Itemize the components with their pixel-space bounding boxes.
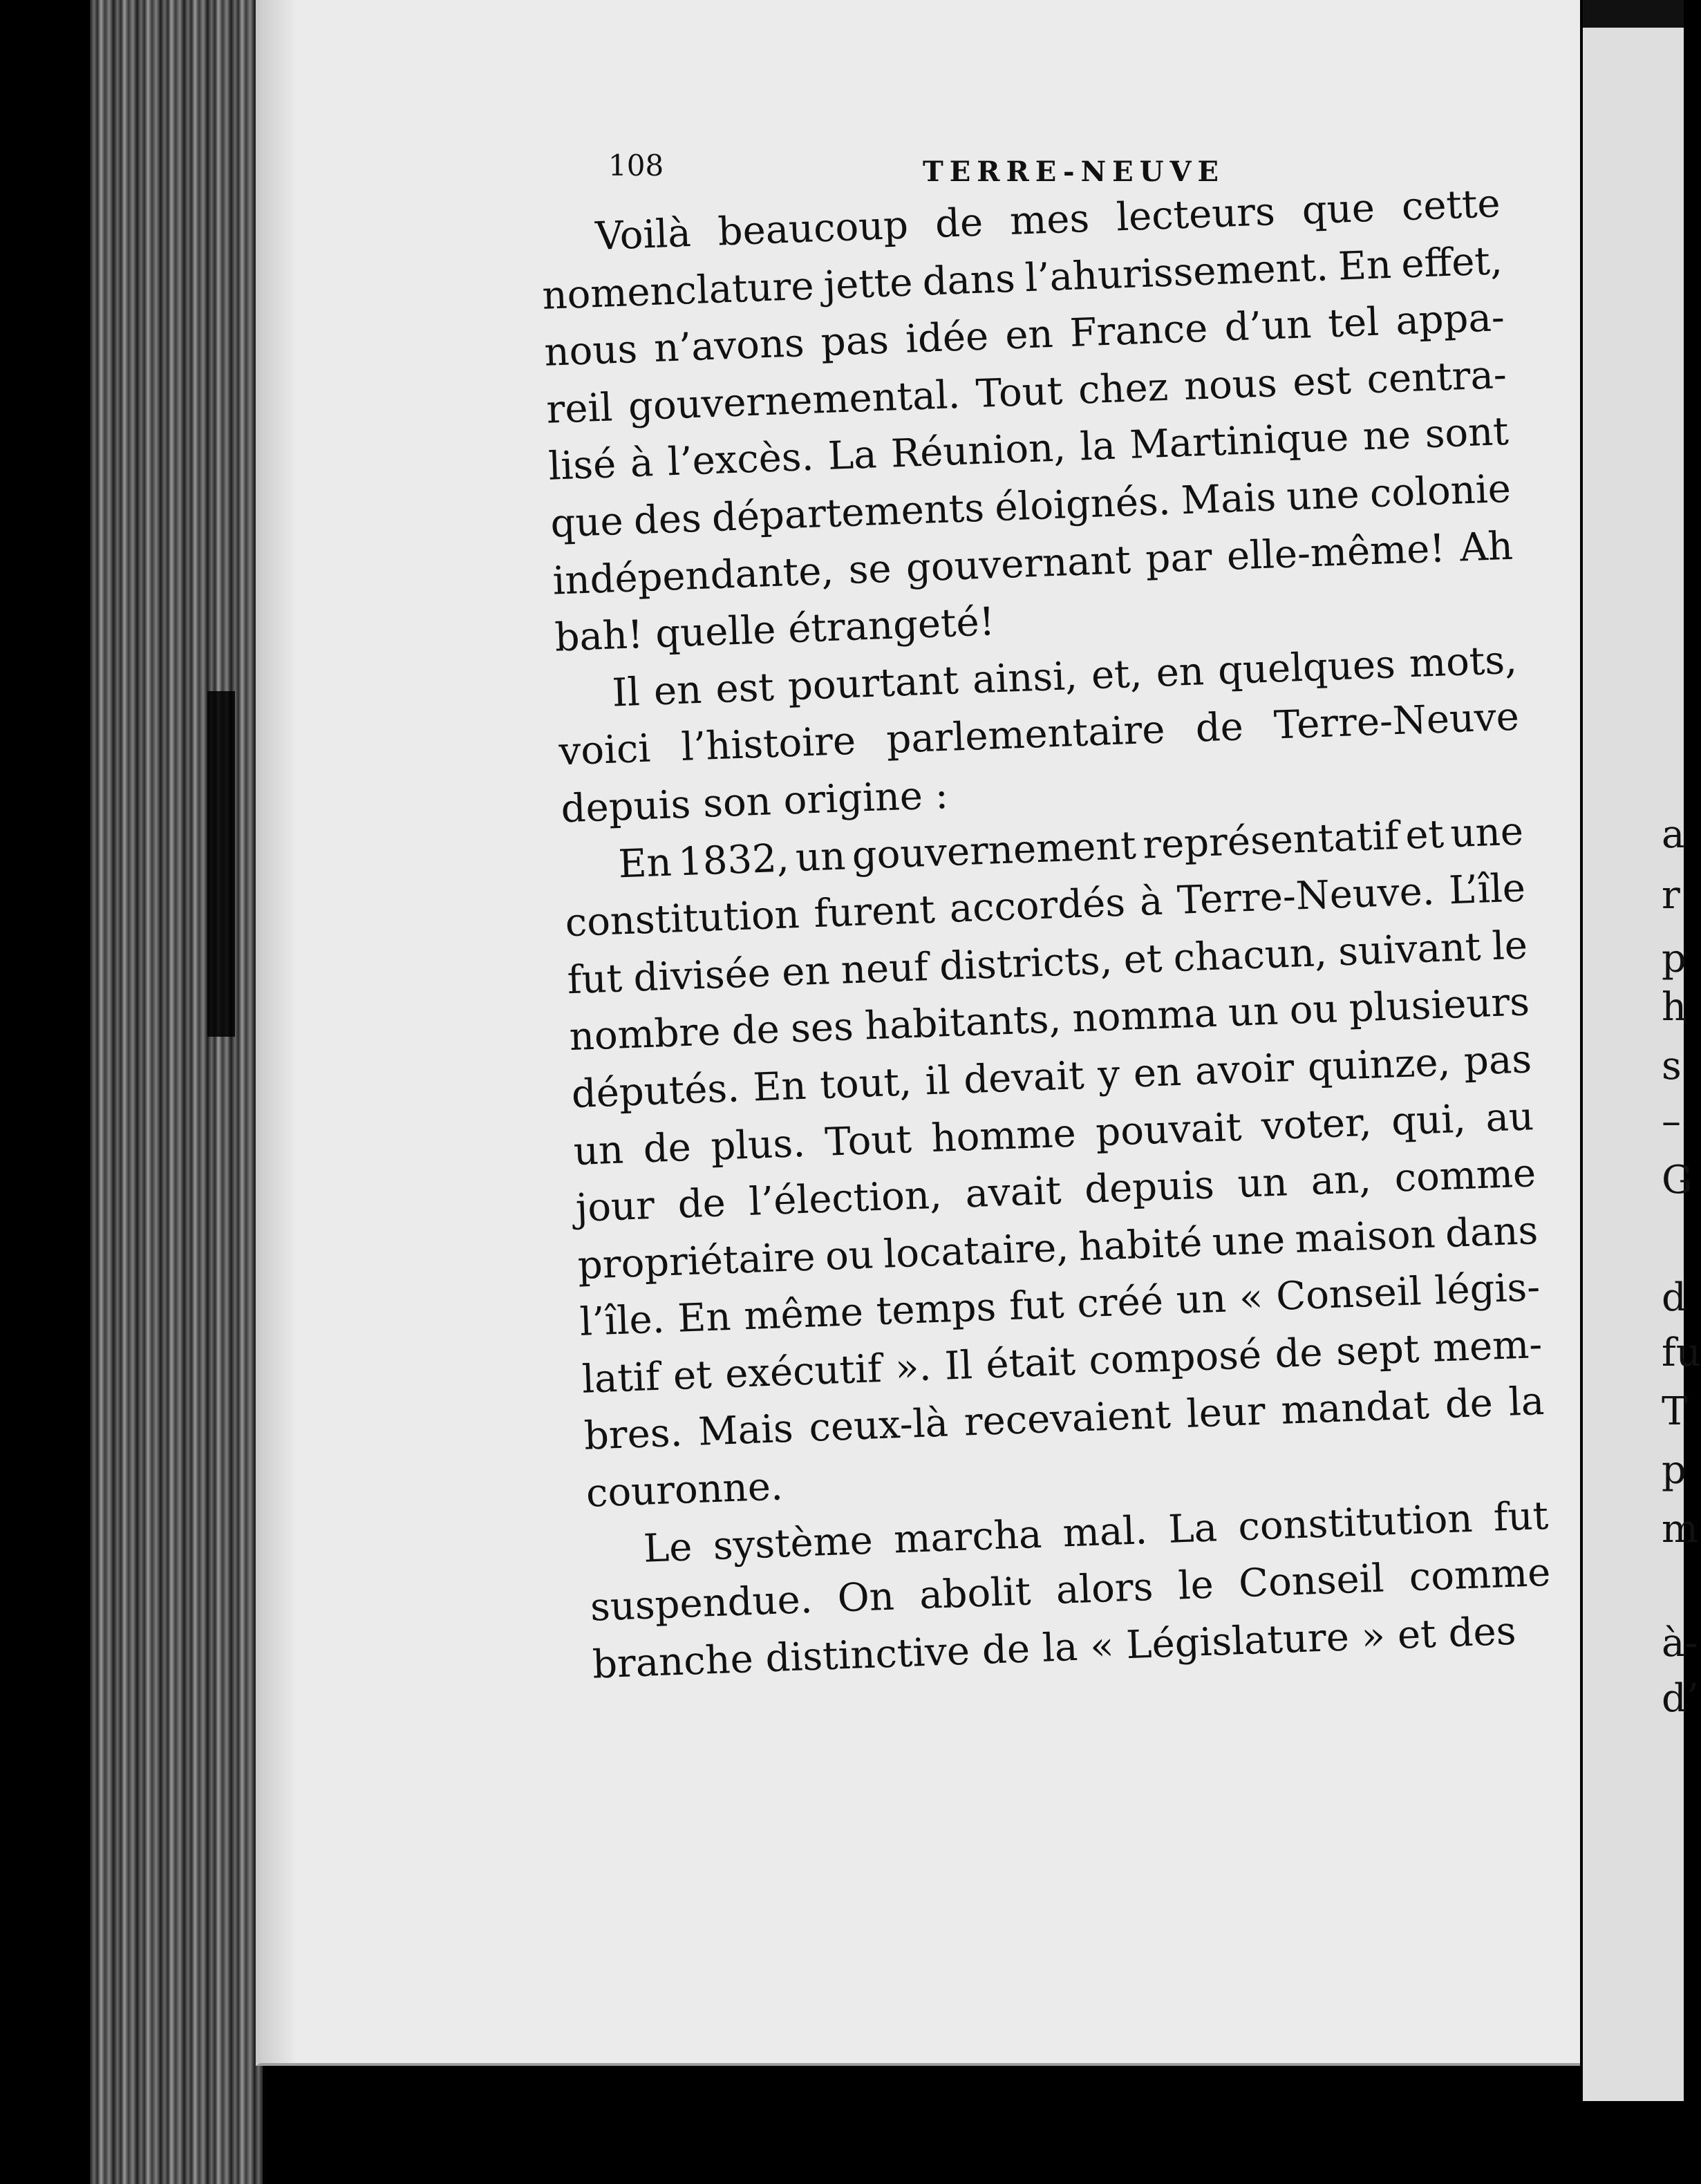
margin-fragment: d	[1662, 1275, 1686, 1320]
text-line: nous n’avons pas idée en France d’un tel appa-	[543, 295, 1505, 376]
text-line: lisé à l’excès. La Réunion, la Martinique ne sont	[547, 409, 1510, 490]
margin-fragment: T	[1662, 1389, 1688, 1434]
text-line: fut divisée en neuf districts, et chacun, suivant le	[566, 923, 1529, 1003]
text-line: un de plus. Tout homme pouvait voter, qui, au	[572, 1093, 1535, 1174]
body-text	[539, 176, 1554, 1694]
margin-fragment: m	[1662, 1507, 1699, 1552]
paragraph	[588, 1487, 1554, 1694]
running-title: TERRE-NEUVE	[923, 156, 1225, 188]
paragraph	[556, 632, 1522, 838]
text-line: En 1832, un gouvernement représentatif et une	[617, 808, 1525, 887]
text-line: bah! quelle étrangeté!	[554, 599, 996, 661]
text-line: branche distinctive de la « Législature » et des	[591, 1608, 1517, 1688]
text-line: constitution furent accordés à Terre-Neuve. L’île	[564, 865, 1527, 946]
margin-fragment: fu	[1662, 1330, 1701, 1375]
text-line: Voilà beaucoup de mes lecteurs que cette	[594, 181, 1501, 260]
text-line: suspendue. On abolit alors le Conseil comme	[589, 1550, 1552, 1630]
margin-fragment: s	[1662, 1044, 1682, 1089]
margin-fragment: G	[1662, 1158, 1693, 1203]
margin-fragment: à-	[1662, 1621, 1698, 1666]
text-line: indépendante, se gouvernant par elle-même! Ah	[552, 523, 1514, 604]
page-number: 108	[608, 149, 664, 182]
text-line: députés. En tout, il devait y en avoir quinze, pas	[570, 1037, 1533, 1118]
gutter-shadow	[256, 0, 297, 2063]
text-line: jour de l’élection, avait depuis un an, comme	[574, 1151, 1537, 1232]
paragraph	[562, 803, 1547, 1523]
margin-fragment: h	[1662, 985, 1687, 1030]
margin-fragment: a	[1662, 812, 1685, 857]
text-line: nombre de ses habitants, nomma un ou plusieurs	[568, 979, 1531, 1060]
text-line: nomenclature jette dans l’ahurissement. En effet,	[541, 238, 1503, 319]
page-edges-shadow	[207, 691, 235, 1037]
margin-fragment: p	[1662, 936, 1686, 981]
margin-fragment: d’	[1662, 1676, 1699, 1721]
text-line: reil gouvernemental. Tout chez nous est centra-	[545, 352, 1507, 433]
facing-page-top-dark	[1583, 0, 1684, 28]
text-line: propriétaire ou locataire, habité une maison dans	[576, 1207, 1539, 1288]
text-line: latif et exécutif ». Il était composé de sept mem-	[581, 1321, 1543, 1402]
text-line: depuis son origine :	[560, 772, 949, 832]
margin-fragment: r	[1662, 873, 1680, 918]
text-line: voici l’histoire parlementaire de Terre-Neuve	[558, 694, 1520, 775]
paragraph	[539, 176, 1516, 667]
text-line: Il en est pourtant ainsi, et, en quelques mots,	[611, 637, 1518, 716]
text-line: Le système marcha mal. La constitution fut	[642, 1493, 1550, 1572]
margin-fragment: –	[1662, 1099, 1681, 1144]
text-line: couronne.	[585, 1464, 784, 1516]
text-line: bres. Mais ceux-là recevaient leur mandat de la	[583, 1379, 1545, 1460]
text-line: que des départements éloignés. Mais une colonie	[549, 466, 1512, 547]
text-line: l’île. En même temps fut créé un « Conseil légis-	[579, 1265, 1541, 1346]
margin-fragment: p	[1662, 1448, 1686, 1493]
page-edges-stack	[90, 0, 263, 2184]
